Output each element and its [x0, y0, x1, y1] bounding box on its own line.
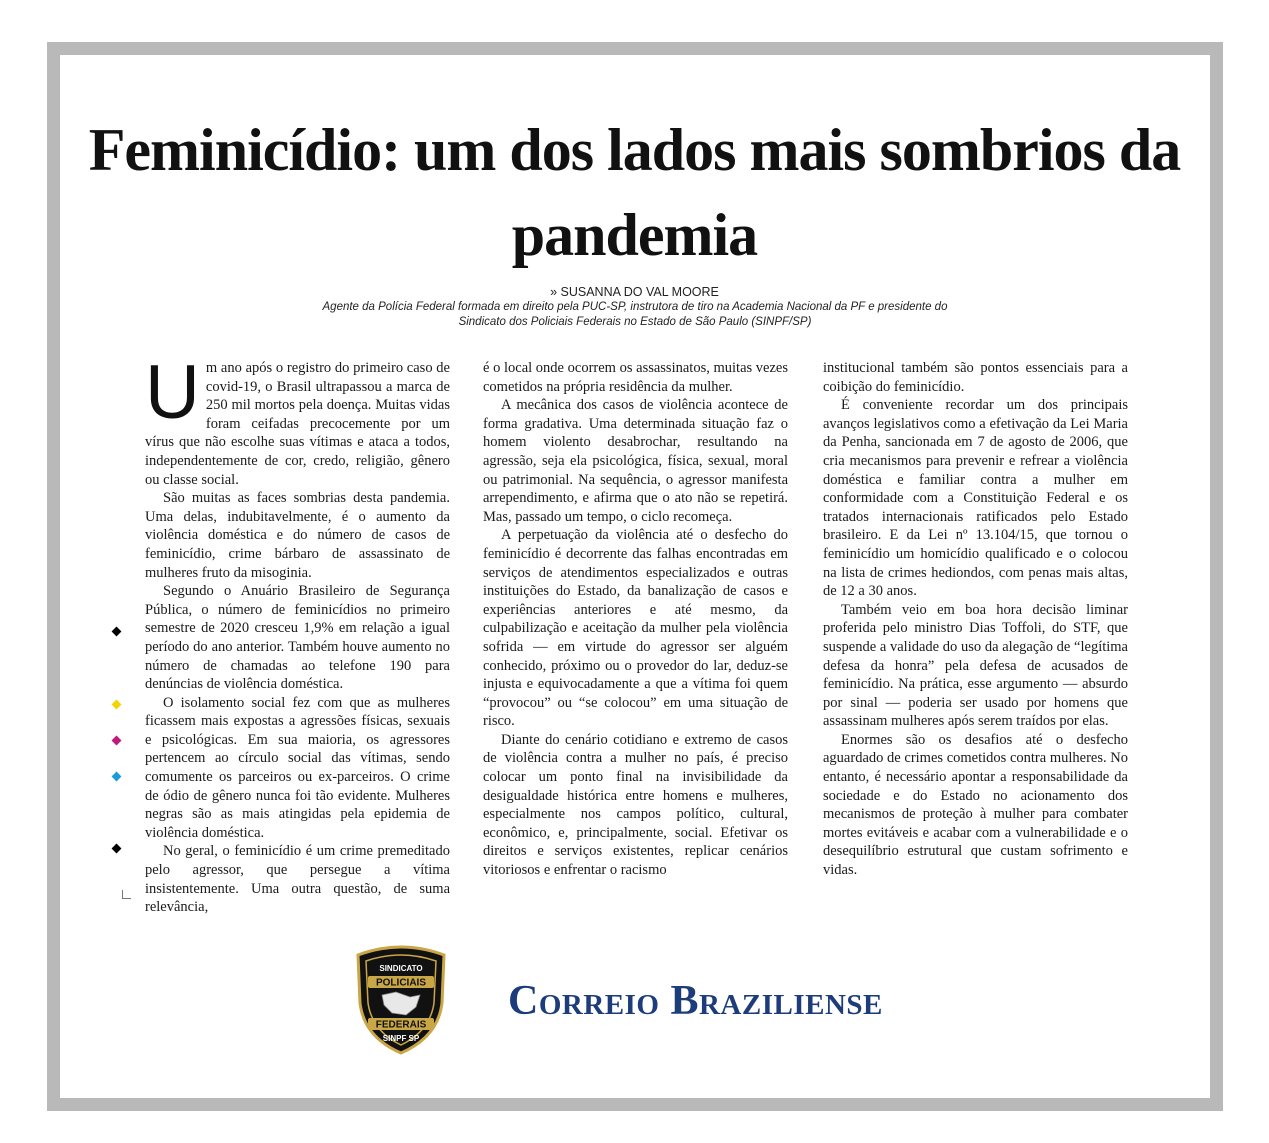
paragraph: é o local onde ocorrem os assassinatos, muitas vezes cometidos na própria residência da mulher. [483, 360, 788, 395]
column-3 [823, 359, 1128, 889]
column-1 [145, 350, 450, 916]
crop-mark [122, 890, 131, 899]
article-title: Feminicídio: um dos lados mais sombrios da pandemia [88, 117, 1181, 268]
paragraph: Segundo o Anuário Brasileiro de Segurança Pública, o número de feminicídios no primeiro semestre de 2020 cresceu 1,9% em relação a igual período do ano anterior. Também houve aumento no número de chamadas ao telefone 190 para denúncias de violência doméstica. [145, 583, 450, 693]
paragraph: No geral, o feminicídio é um crime premeditado pelo agressor, que persegue a vítima insistentemente. Uma outra questão, de suma relevância, [145, 843, 450, 916]
paragraph: O isolamento social fez com que as mulheres ficassem mais expostas a agressões físicas, sexuais e psicológicas. Em sua maioria, os agressores pertencem ao círculo social das vítimas, sendo comumente os parceiros ou ex-parceiros. O crime de ódio de gênero nunca foi tão evidente. Mulheres negras são as mais atingidas pela epidemia de violência doméstica. [145, 694, 450, 841]
paragraph: A perpetuação da violência até o desfecho do feminicídio é decorrente das falhas encontradas em serviços de atendimentos especializados e outras instituições do Estado, da banalização de casos e experiências anteriores e até mesmo, da culpabilização e aceitação da mulher pela violência sofrida — em virtude do agressor ser alguém conhecido, próximo ou o provedor do lar, deduz-se injusta e equivocadamente a que a vítima foi quem “provocou” ou “se colocou” em uma situação de risco. [483, 527, 788, 730]
drop-cap: U [145, 350, 200, 435]
paragraph: institucional também são pontos essenciais para a coibição do feminicídio. [823, 360, 1128, 395]
paragraph: Diante do cenário cotidiano e extremo de casos de violência contra a mulher no país, é preciso colocar um ponto final na invisibilidade da desigualdade histórica entre homens e mulheres, especialmente nos campos político, cultural, econômico, e, principalmente, social. Efetivar os direitos e serviços existentes, replicar cenários vitoriosos e enfrentar o racismo [483, 731, 788, 879]
svg-text:SINDICATO: SINDICATO [379, 964, 423, 973]
column-2 [483, 359, 788, 889]
svg-text:SINPF SP: SINPF SP [382, 1034, 420, 1043]
author-byline: » SUSANNA DO VAL MOORE [550, 285, 719, 299]
paragraph: A mecânica dos casos de violência acontece de forma gradativa. Uma determinada situação faz o homem violento desabrochar, resultando na agressão, seja ela psicológica, física, sexual, moral ou patrimonial. Na sequência, o agressor manifesta arrependimento, e afirma que o ato não se repetirá. Mas, passado um tempo, o ciclo recomeça. [483, 397, 788, 525]
paragraph: É conveniente recordar um dos principais avanços legislativos como a efetivação da Lei Maria da Penha, sancionada em 7 de agosto de 2006, que cria mecanismos para prevenir e refrear a violência doméstica e familiar contra a mulher em conformidade com a Constituição Federal e os tratados internacionais ratificados pelo Estado brasileiro. E da Lei nº 13.104/15, que tornou o feminicídio um homicídio qualificado e o colocou na lista de crimes hediondos, com penas mais altas, de 12 a 30 anos. [823, 397, 1128, 600]
paragraph: Enormes são os desafios até o desfecho aguardado de crimes cometidos contra mulheres. No entanto, é necessário apontar a responsabilidade da sociedade e do Estado no acionamento dos mecanismos de proteção à mulher para combater mortes evitáveis e acabar com a vulnerabilidade e o desequilíbrio estrutural que custam sofrimento e vidas. [823, 731, 1128, 879]
paragraph: São muitas as faces sombrias desta pandemia. Uma delas, indubitavelmente, é o aumento da violência doméstica e do número de casos de feminicídio, crime bárbaro de assassinato de mulheres fruto da misoginia. [145, 490, 450, 581]
paragraph: Também veio em boa hora decisão liminar proferida pelo ministro Dias Toffoli, do STF, que suspende a validade do uso da alegação de “legítima defesa da honra” pela defesa de acusados de feminicídio. Na prática, esse argumento — absurdo por sinal — poderia ser usado por homens que assassinam mulheres após serem traídos por elas. [823, 601, 1128, 730]
author-bio: Agente da Polícia Federal formada em direito pela PUC-SP, instrutora de tiro na Academia Nacional da PF e presidente do Sindicato dos Policiais Federais no Estado de São Paulo (SINPF/SP) [322, 301, 948, 328]
sinpf-badge-logo [352, 945, 450, 1055]
paragraph: Um ano após o registro do primeiro caso de covid-19, o Brasil ultrapassou a marca de 250 mil mortos pela doença. Muitas vidas foram ceifadas precocemente por um vírus que não escolhe suas vítimas e ataca a todos, independentemente de cor, credo, religião, gênero ou classe social. [145, 350, 450, 488]
newspaper-logo: Correio Braziliense [508, 978, 883, 1024]
svg-text:POLICIAIS: POLICIAIS [375, 977, 427, 989]
svg-text:FEDERAIS: FEDERAIS [375, 1019, 427, 1031]
